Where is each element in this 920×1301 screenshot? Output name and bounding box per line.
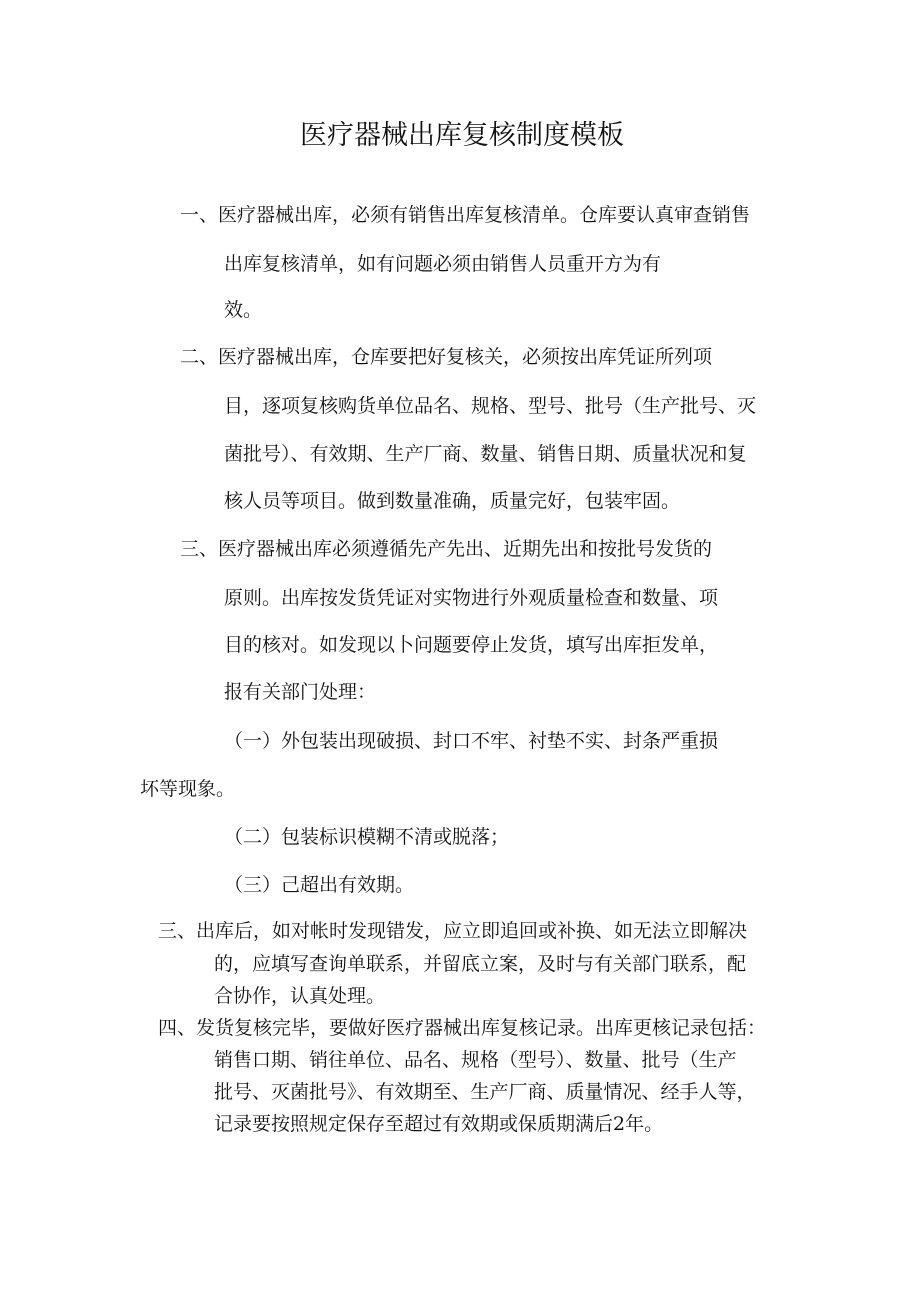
paragraph-line: 合协作，认真处理。 bbox=[214, 985, 386, 1007]
paragraph-line: 四、发货复核完毕，要做好医疗器械出库复核记录。出库更核记录包括： bbox=[158, 1017, 767, 1039]
document-title: 医疗器械出库复核制度模板 bbox=[300, 120, 624, 151]
paragraph-line: 批号、灭菌批号》、有效期至、生产厂商、质量情况、经手人等， bbox=[214, 1081, 756, 1103]
paragraph-line: 二、医疗器械出库，仓库要把好复核关，必须按出库凭证所列项 bbox=[180, 346, 713, 368]
paragraph-line: 原则。出库按发货凭证对实物进行外观质量检查和数量、项 bbox=[224, 587, 719, 609]
paragraph-line: 出库复核清单，如有问题必须由销售人员重开方为有 bbox=[224, 253, 662, 275]
paragraph-line: 一、医疗器械出库，必须有销售出库复核清单。仓库要认真审查销售 bbox=[180, 204, 751, 226]
paragraph-line: 菌批号）、有效期、生产厂商、数量、销售日期、质量状况和复 bbox=[224, 443, 747, 465]
paragraph-line: 效。 bbox=[224, 299, 263, 321]
paragraph-line: 核人员等项目。做到数量准确，质量完好，包装牢固。 bbox=[224, 490, 681, 512]
paragraph-line: 目的核对。如发现以卜问题要停止发货，填写出库拒发单， bbox=[224, 634, 719, 656]
paragraph-line: 目，逐项复核购货单位品名、规格、型号、批号（生产批号、灭 bbox=[224, 395, 757, 417]
paragraph-line: （一）外包装出现破损、封口不牢、衬垫不实、封条严重损 bbox=[224, 730, 719, 752]
paragraph-line: 三、出库后，如对帐时发现错发，应立即追回或补换、如无法立即解决 bbox=[158, 920, 748, 942]
paragraph-line: （二）包装标识模糊不清或脱落； bbox=[224, 826, 510, 848]
paragraph-line: 三、医疗器械出库必须遵循先产先出、近期先出和按批号发货的 bbox=[180, 538, 713, 560]
paragraph-line: 记录要按照规定保存至超过有效期或保质期满后2年。 bbox=[214, 1113, 664, 1135]
paragraph-line: 销售口期、销往单位、品名、规格（型号）、数量、批号（生产 bbox=[214, 1049, 737, 1071]
paragraph-line: 报有关部门处理： bbox=[224, 681, 377, 703]
paragraph-line: 坏等现象。 bbox=[140, 778, 236, 800]
paragraph-line: （三）己超出有效期。 bbox=[224, 874, 415, 896]
paragraph-line: 的，应填写查询单联系，并留底立案，及时与有关部门联系，配 bbox=[214, 953, 747, 975]
